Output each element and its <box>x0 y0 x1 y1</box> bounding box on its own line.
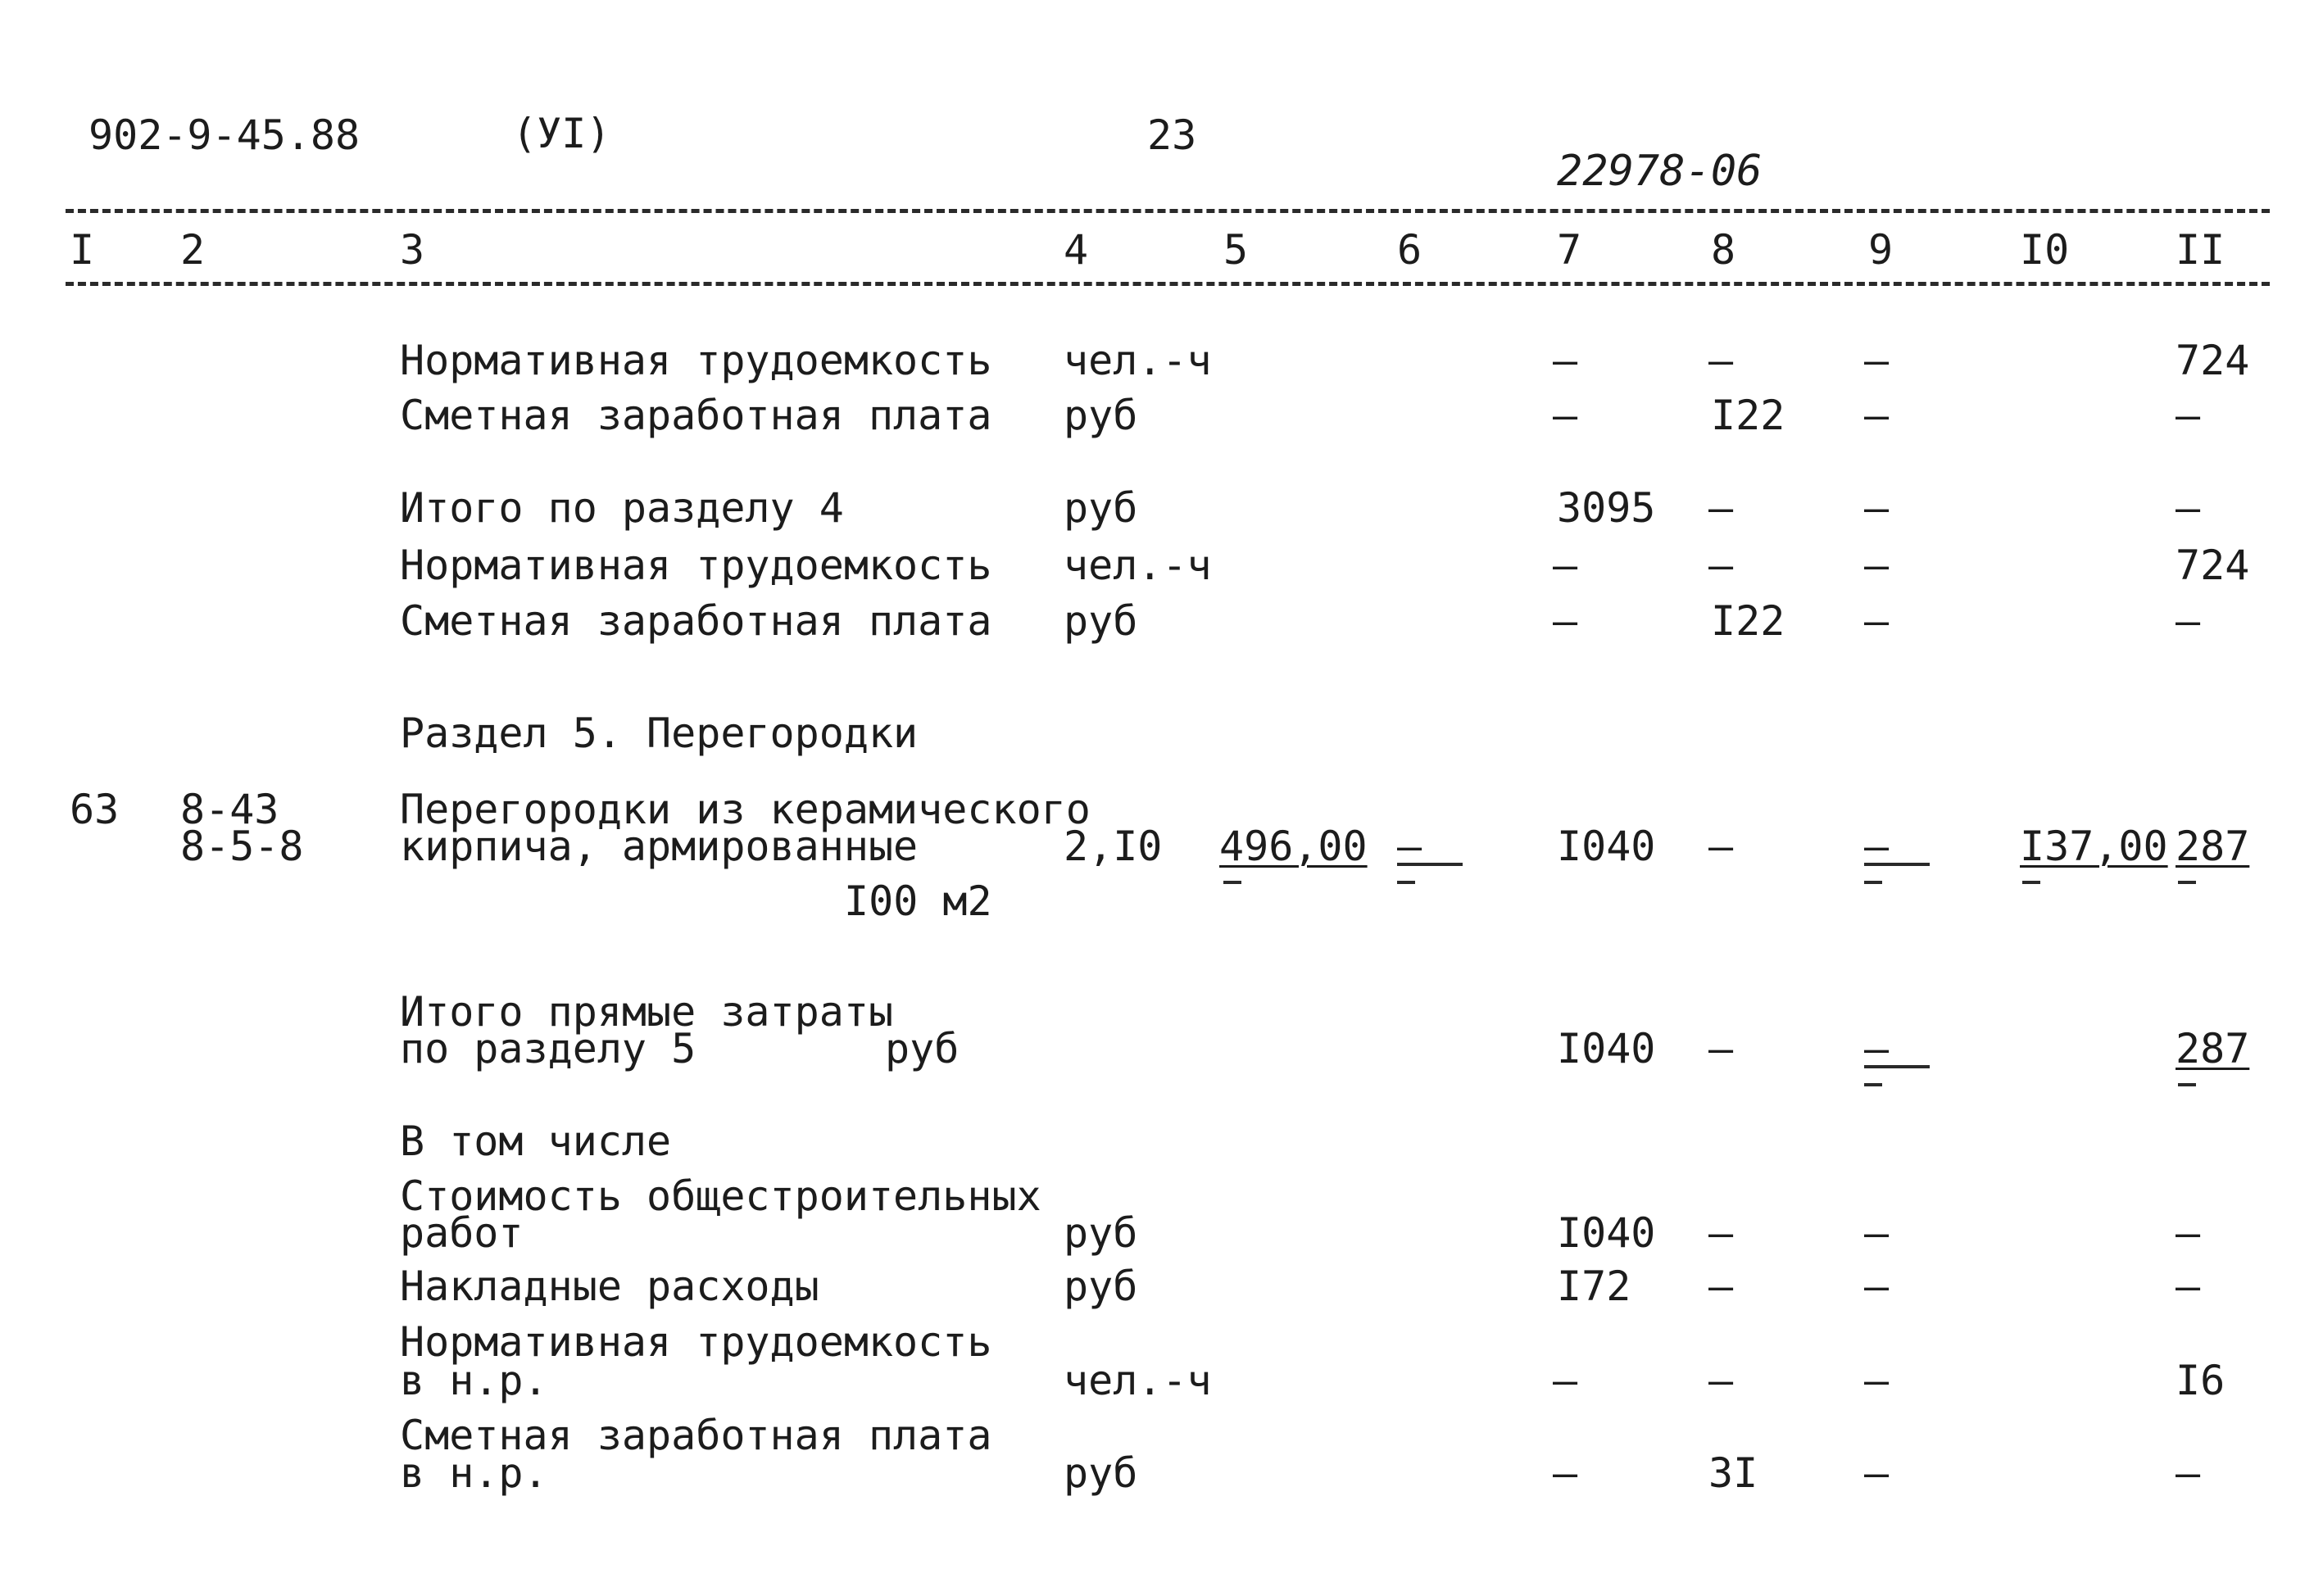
cell-c8: – <box>1708 484 1734 532</box>
page-number: 23 <box>1147 111 1197 159</box>
row-label: Сметная заработная плата <box>400 597 992 645</box>
col-header: I <box>70 226 95 274</box>
item-code: 8-5-8 <box>180 823 304 870</box>
section-title: Раздел 5. Перегородки <box>400 710 919 757</box>
cell-c8: 3I <box>1708 1449 1758 1497</box>
row-label: работ <box>400 1209 524 1257</box>
cell-c9: – <box>1864 597 1890 645</box>
row-label: в н.р. <box>400 1449 548 1497</box>
cell-c9: – <box>1864 542 1890 589</box>
cell-c9: – <box>1864 484 1890 532</box>
row-unit: руб <box>1064 1449 1138 1497</box>
cell-c7: – <box>1553 392 1578 439</box>
cell-c9: – <box>1864 1263 1890 1310</box>
cell-c8: – <box>1708 1263 1734 1310</box>
row-label: по разделу 5 <box>400 1025 696 1072</box>
document-code: 902-9-45.88 <box>88 111 361 159</box>
cell-c9: – <box>1864 1209 1890 1257</box>
header-rule-bottom <box>66 282 2270 286</box>
col-header: 3 <box>400 226 425 274</box>
cell-c8: – <box>1708 1025 1734 1072</box>
cell-c11: – <box>2176 1209 2201 1257</box>
cell-c5: 496,00 <box>1219 823 1368 870</box>
cell-c9: – <box>1864 337 1890 384</box>
double-underline-mark <box>1864 1083 1882 1086</box>
double-underline-mark <box>1864 1065 1930 1068</box>
cell-c11: I6 <box>2176 1357 2225 1404</box>
row-label: Стоимость общестроительных <box>400 1172 1041 1220</box>
cell-c9: – <box>1864 1449 1890 1497</box>
cell-c7: – <box>1553 542 1578 589</box>
cell-c10: I37,00 <box>2020 823 2168 870</box>
double-underline-mark <box>2178 881 2196 884</box>
col-header: 5 <box>1223 226 1249 274</box>
cell-c11: 724 <box>2176 542 2250 589</box>
item-name: Перегородки из керамического <box>400 786 1091 833</box>
row-label: Нормативная трудоемкость <box>400 1318 992 1366</box>
cell-c11: – <box>2176 597 2201 645</box>
item-code: 8-43 <box>180 786 279 833</box>
cell-c8: – <box>1708 1357 1734 1404</box>
col-header: 6 <box>1397 226 1422 274</box>
double-underline-mark <box>1397 863 1463 866</box>
row-unit: чел.-ч <box>1064 1357 1212 1404</box>
item-name: кирпича, армированные <box>400 823 919 870</box>
double-underline-mark <box>1864 881 1882 884</box>
item-number: 63 <box>70 786 120 833</box>
item-qty: 2,I0 <box>1064 823 1163 870</box>
col-header: 7 <box>1557 226 1582 274</box>
cell-c9: – <box>1864 1025 1890 1072</box>
cell-c8: – <box>1708 337 1734 384</box>
row-unit: руб <box>1064 597 1138 645</box>
row-label: Итого прямые затраты <box>400 988 894 1036</box>
col-header: 2 <box>180 226 206 274</box>
row-unit: руб <box>885 1025 960 1072</box>
col-header: 8 <box>1711 226 1736 274</box>
row-unit: руб <box>1064 1263 1138 1310</box>
cell-c7: – <box>1553 1449 1578 1497</box>
row-label: Накладные расходы <box>400 1263 819 1310</box>
cell-c7: I72 <box>1557 1263 1631 1310</box>
cell-c6: – <box>1397 823 1422 870</box>
cell-c11: – <box>2176 1449 2201 1497</box>
inventory-number: 22978-06 <box>1557 147 1763 196</box>
double-underline-mark <box>1223 881 1241 884</box>
cell-c7: I040 <box>1557 823 1656 870</box>
row-unit: руб <box>1064 392 1138 439</box>
cell-c7: I040 <box>1557 1209 1656 1257</box>
cell-c9: – <box>1864 392 1890 439</box>
col-header: 4 <box>1064 226 1089 274</box>
cell-c9: – <box>1864 1357 1890 1404</box>
cell-c11: 724 <box>2176 337 2250 384</box>
cell-c7: – <box>1553 337 1578 384</box>
cell-c7: – <box>1553 597 1578 645</box>
cell-c8: I22 <box>1711 597 1785 645</box>
cell-c7: 3095 <box>1557 484 1656 532</box>
row-label: Сметная заработная плата <box>400 1412 992 1459</box>
double-underline-mark <box>1864 863 1930 866</box>
row-unit: руб <box>1064 1209 1138 1257</box>
row-unit: руб <box>1064 484 1138 532</box>
cell-c11: – <box>2176 484 2201 532</box>
cell-c7: – <box>1553 1357 1578 1404</box>
row-unit: чел.-ч <box>1064 337 1212 384</box>
cell-c8: – <box>1708 542 1734 589</box>
double-underline-mark <box>2022 881 2040 884</box>
cell-c9: – <box>1864 823 1890 870</box>
col-header: I0 <box>2020 226 2070 274</box>
cell-c8: – <box>1708 1209 1734 1257</box>
subheading: В том числе <box>400 1118 672 1165</box>
cell-c7: I040 <box>1557 1025 1656 1072</box>
cell-c11: – <box>2176 392 2201 439</box>
row-label: Нормативная трудоемкость <box>400 542 992 589</box>
volume-label: (УI) <box>512 110 611 157</box>
row-label: Сметная заработная плата <box>400 392 992 439</box>
row-label: Нормативная трудоемкость <box>400 337 992 384</box>
row-label: в н.р. <box>400 1357 548 1404</box>
cell-c11: 287 <box>2176 1025 2250 1072</box>
col-header: II <box>2176 226 2225 274</box>
header-rule-top <box>66 209 2270 213</box>
double-underline-mark <box>2178 1083 2196 1086</box>
cell-c8: – <box>1708 823 1734 870</box>
row-label: Итого по разделу 4 <box>400 484 844 532</box>
col-header: 9 <box>1868 226 1894 274</box>
double-underline-mark <box>1397 881 1415 884</box>
cell-c11: – <box>2176 1263 2201 1310</box>
cell-c11: 287 <box>2176 823 2250 870</box>
item-unit: I00 м2 <box>844 877 992 925</box>
row-unit: чел.-ч <box>1064 542 1212 589</box>
cell-c8: I22 <box>1711 392 1785 439</box>
